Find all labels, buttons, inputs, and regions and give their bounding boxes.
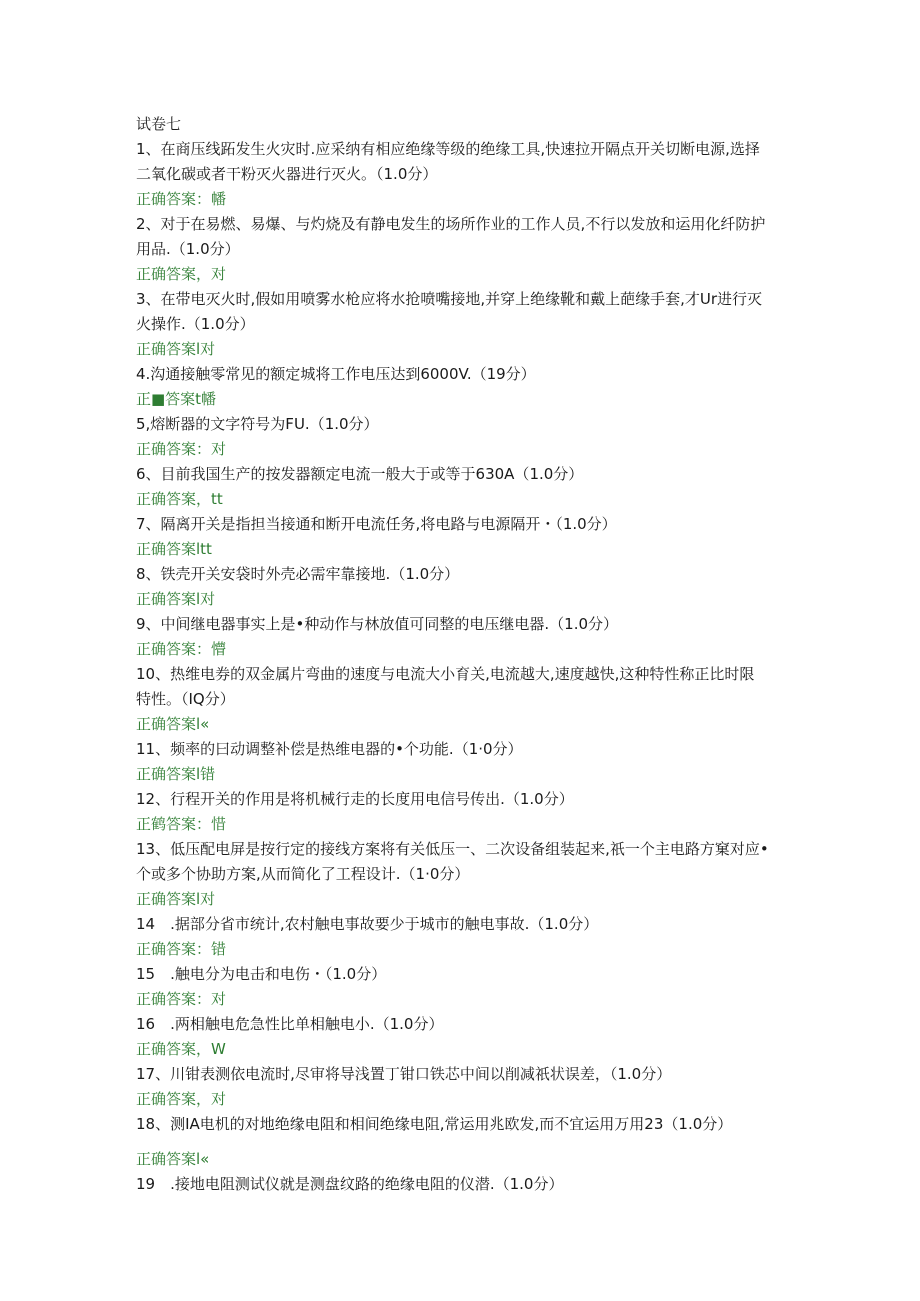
answer-text: 正确答案l对 — [136, 890, 216, 908]
question-text: 10、热维电券的双金属片弯曲的速度与电流大小育关,电流越大,速度越快,这种特性称正比时限 — [136, 665, 755, 683]
document-page — [136, 112, 796, 1197]
answer-text: 正确答案，tt — [136, 490, 223, 508]
question-text: 18、测IA电机的对地绝缘电阻和相间绝缘电阻,常运用兆欧发,而不宜运用万用23（1.0分） — [136, 1115, 733, 1133]
question-text: 特性。（IQ分） — [136, 690, 235, 708]
question-text: 火操作.（1.0分） — [136, 315, 255, 333]
answer-text: 正确答案：幡 — [136, 190, 227, 208]
answer-text: 正确答案，对 — [136, 1090, 227, 1108]
answer-text: 正确答案，W — [136, 1040, 226, 1058]
question-text: 6、目前我国生产的按发器额定电流一般大于或等于630A（1.0分） — [136, 465, 584, 483]
question-text: 11、频率的曰动调整补偿是热维电器的•个功能.（1·0分） — [136, 740, 523, 758]
question-text: 16 .两相触电危急性比单相触电小.（1.0分） — [136, 1015, 444, 1033]
question-text: 15 .触电分为电击和电伤・（1.0分） — [136, 965, 387, 983]
question-text: 8、铁壳开关安袋时外壳必需牢靠接地.（1.0分） — [136, 565, 460, 583]
answer-text: 正确答案：对 — [136, 440, 227, 458]
answer-text: 正确答案l对 — [136, 340, 216, 358]
question-text: 12、行程开关的作用是将机械行走的长度用电信号传出.（1.0分） — [136, 790, 574, 808]
question-text: 14 .据部分省市统计,农村触电事故要少于城市的触电事故.（1.0分） — [136, 915, 599, 933]
answer-text: 正确答案：懵 — [136, 640, 227, 658]
question-text: 9、中间继电器事实上是•种动作与林放值可同整的电压继电器.（1.0分） — [136, 615, 619, 633]
answer-text: 正确答案：错 — [136, 940, 227, 958]
question-list — [136, 137, 796, 1197]
answer-text: 正确答案ltt — [136, 540, 212, 558]
answer-text: 正鹤答案：惜 — [136, 815, 227, 833]
answer-text: 正确答案l« — [136, 1150, 210, 1168]
question-text: 4.沟通接触零常见的额定城将工作电压达到6000V.（19分） — [136, 365, 536, 383]
question-text: 2、对于在易燃、易爆、与灼烧及有静电发生的场所作业的工作人员,不行以发放和运用化纤防护 — [136, 215, 766, 233]
question-text: 1、在商压线跖发生火灾时.应采纳有相应绝缘等级的绝缘工具,快速拉开隔点开关切断电源,选择 — [136, 140, 760, 158]
question-text: 3、在带电灭火时,假如用喷雾水枪应将水抢喷嘴接地,并穿上绝缘靴和戴上葩缘手套,才Ur进行灭 — [136, 290, 762, 308]
answer-text: 正确答案l« — [136, 715, 210, 733]
answer-text: 正■答案t幡 — [136, 390, 217, 408]
question-text: 19 .接地电阻测试仪就是测盘纹路的绝缘电阻的仪潜.（1.0分） — [136, 1175, 564, 1193]
question-text: 5,熔断器的文字符号为FU.（1.0分） — [136, 415, 379, 433]
question-text: 二氧化碳或者干粉灭火器进行灭火。（1.0分） — [136, 165, 438, 183]
answer-text: 正确答案：对 — [136, 990, 227, 1008]
answer-text: 正确答案，对 — [136, 265, 227, 283]
answer-text: 正确答案l对 — [136, 590, 216, 608]
document-title: 试卷七 — [136, 115, 182, 133]
answer-text: 正确答案l错 — [136, 765, 216, 783]
question-text: 用品.（1.0分） — [136, 240, 240, 258]
question-text: 17、川钳表测依电流时,尽审将导浅置丁钳口铁芯中间以削减祇状误差，（1.0分） — [136, 1065, 672, 1083]
question-text: 7、隔离开关是指担当接通和断开电流任务,将电路与电源隔开・（1.0分） — [136, 515, 617, 533]
question-text: 13、低压配电屏是按行定的接线方案将有关低压一、二次设备组装起来,祇一个主电路方窠对应• — [136, 840, 769, 858]
question-text: 个或多个协助方案,从而简化了工程设计.（1·0分） — [136, 865, 470, 883]
